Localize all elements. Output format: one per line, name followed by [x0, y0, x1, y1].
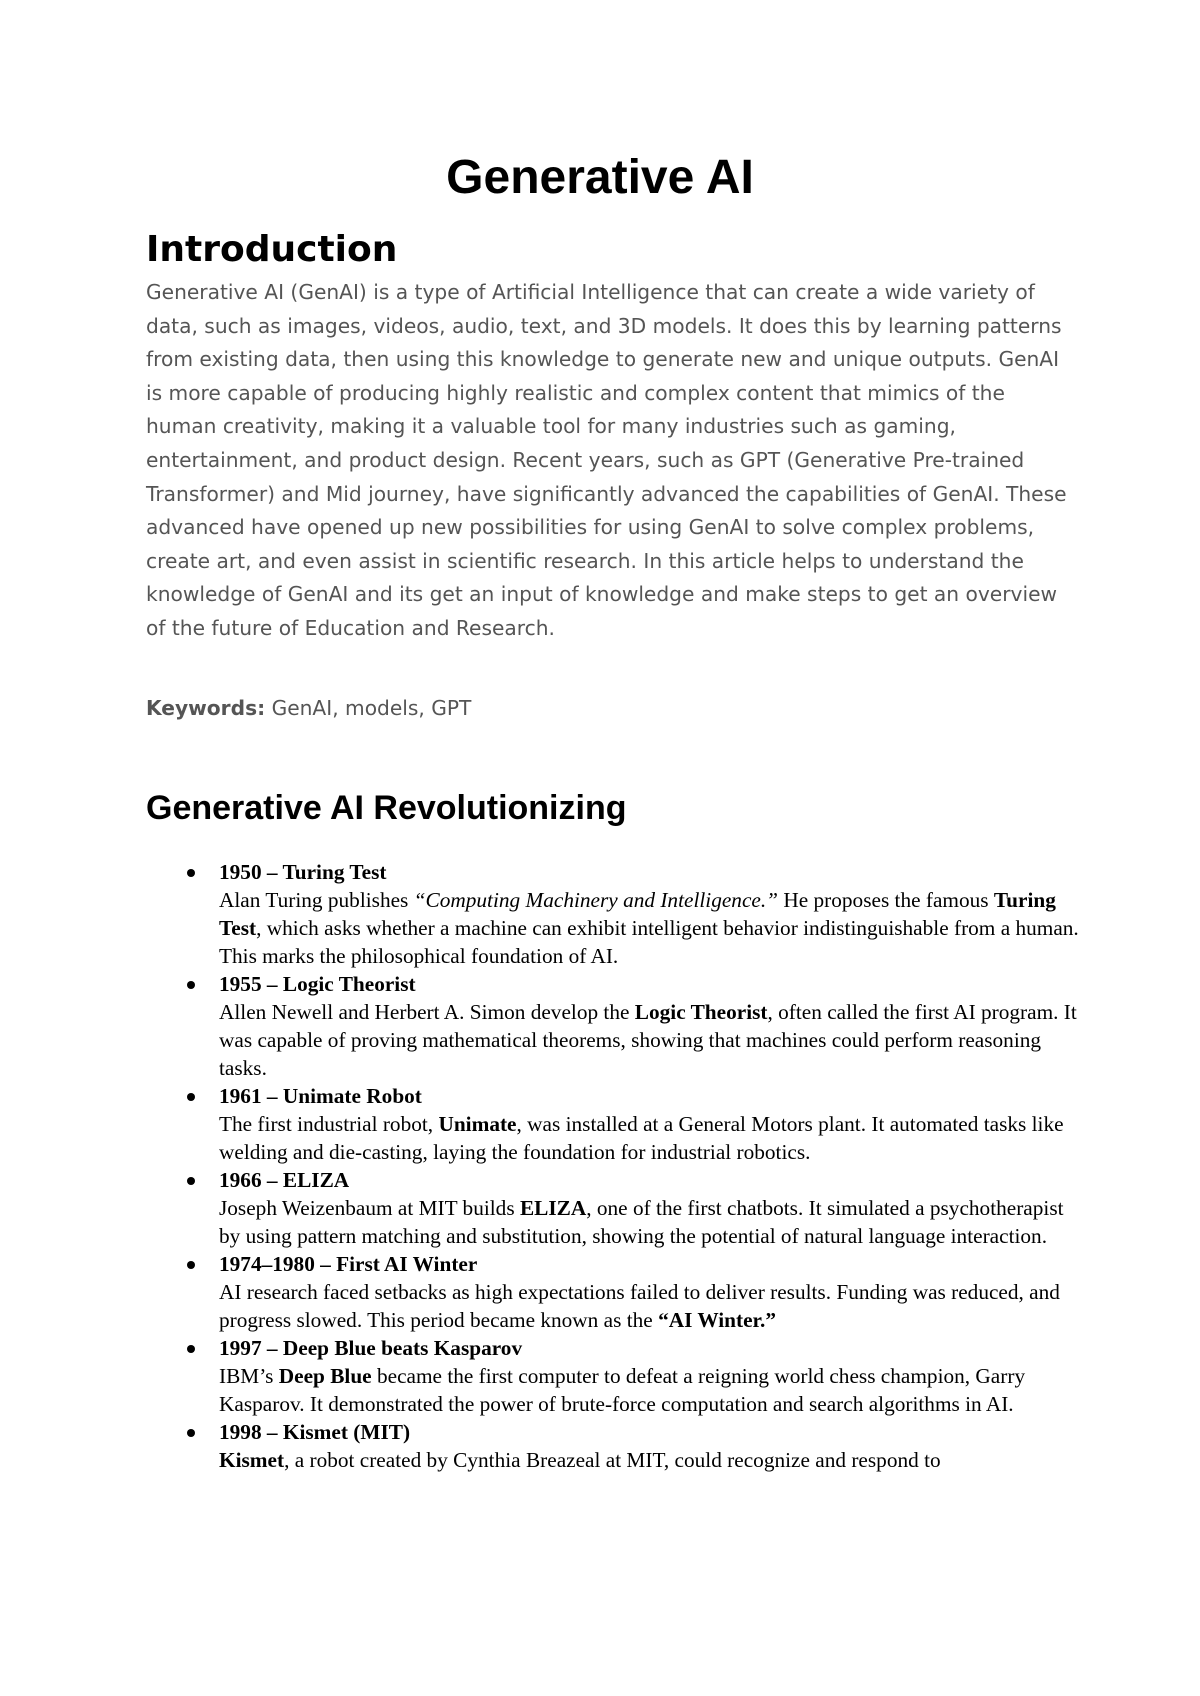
- keywords-line: [146, 693, 1071, 723]
- timeline-item-description: AI research faced setbacks as high expectations failed to deliver results. Funding was reduced, and progress slowed. This period became known as the “AI Winter.”: [219, 1280, 1060, 1332]
- timeline-item-1966: [146, 1166, 1086, 1250]
- timeline-item-description: Joseph Weizenbaum at MIT builds ELIZA, one of the first chatbots. It simulated a psychotherapist by using pattern matching and substitution, showing the potential of natural language interaction.: [219, 1196, 1064, 1248]
- timeline-item-title: 1950 – Turing Test: [219, 860, 387, 884]
- document-title: Generative AI: [446, 151, 754, 204]
- timeline-item-description: IBM’s Deep Blue became the first computer to defeat a reigning world chess champion, Garry Kasparov. It demonstrated the power of brute-force computation and search algorithms in AI.: [219, 1364, 1026, 1416]
- timeline-item-title: 1997 – Deep Blue beats Kasparov: [219, 1336, 523, 1360]
- timeline-item-title: 1998 – Kismet (MIT): [219, 1420, 411, 1444]
- timeline-item-1997: [146, 1334, 1086, 1418]
- timeline-item-1998: [146, 1418, 1086, 1474]
- timeline-item-title: 1966 – ELIZA: [219, 1168, 350, 1192]
- timeline-item-1950: [146, 858, 1086, 970]
- timeline-item-1955: [146, 970, 1086, 1082]
- timeline-item-1961: [146, 1082, 1086, 1166]
- timeline-item-description: The first industrial robot, Unimate, was installed at a General Motors plant. It automated tasks like welding and die-casting, laying the foundation for industrial robotics.: [219, 1112, 1064, 1164]
- timeline-item-description: Allen Newell and Herbert A. Simon develop the Logic Theorist, often called the first AI program. It was capable of proving mathematical theorems, showing that machines could perform reasoning tasks.: [219, 1000, 1077, 1080]
- keywords-value: GenAI, models, GPT: [265, 696, 472, 720]
- timeline-item-title: 1961 – Unimate Robot: [219, 1084, 422, 1108]
- timeline-list: [146, 858, 1086, 1474]
- introduction-heading: Introduction: [146, 229, 398, 270]
- timeline-item-title: 1974–1980 – First AI Winter: [219, 1252, 478, 1276]
- introduction-paragraph: Generative AI (GenAI) is a type of Artificial Intelligence that can create a wide variety of data, such as images, videos, audio, text, and 3D models. It does this by learning patterns from existing data, then using this knowledge to generate new and unique outputs. GenAI is more capable of producing highly realistic and complex content that mimics of the human creativity, making it a valuable tool for many industries such as gaming, entertainment, and product design. Recent years, such as GPT (Generative Pre-trained Transformer) and Mid journey, have significantly advanced the capabilities of GenAI. These advanced have opened up new possibilities for using GenAI to solve complex problems, create art, and even assist in scientific research. In this article helps to understand the knowledge of GenAI and its get an input of knowledge and make steps to get an overview of the future of Education and Research.: [146, 280, 1067, 640]
- timeline-item-description: Alan Turing publishes “Computing Machinery and Intelligence.” He proposes the famous Turing Test, which asks whether a machine can exhibit intelligent behavior indistinguishable from a human. This marks the philosophical foundation of AI.: [219, 888, 1079, 968]
- bullet-icon: [187, 981, 195, 989]
- bullet-icon: [187, 869, 195, 877]
- bullet-icon: [187, 1345, 195, 1353]
- bullet-icon: [187, 1429, 195, 1437]
- bullet-icon: [187, 1093, 195, 1101]
- timeline-item-description: Kismet, a robot created by Cynthia Breazeal at MIT, could recognize and respond to: [219, 1448, 941, 1472]
- bullet-icon: [187, 1261, 195, 1269]
- timeline-item-title: 1955 – Logic Theorist: [219, 972, 416, 996]
- bullet-icon: [187, 1177, 195, 1185]
- keywords-label: Keywords:: [146, 696, 266, 720]
- timeline-item-1974: [146, 1250, 1086, 1334]
- revolution-heading: Generative AI Revolutionizing: [146, 789, 627, 827]
